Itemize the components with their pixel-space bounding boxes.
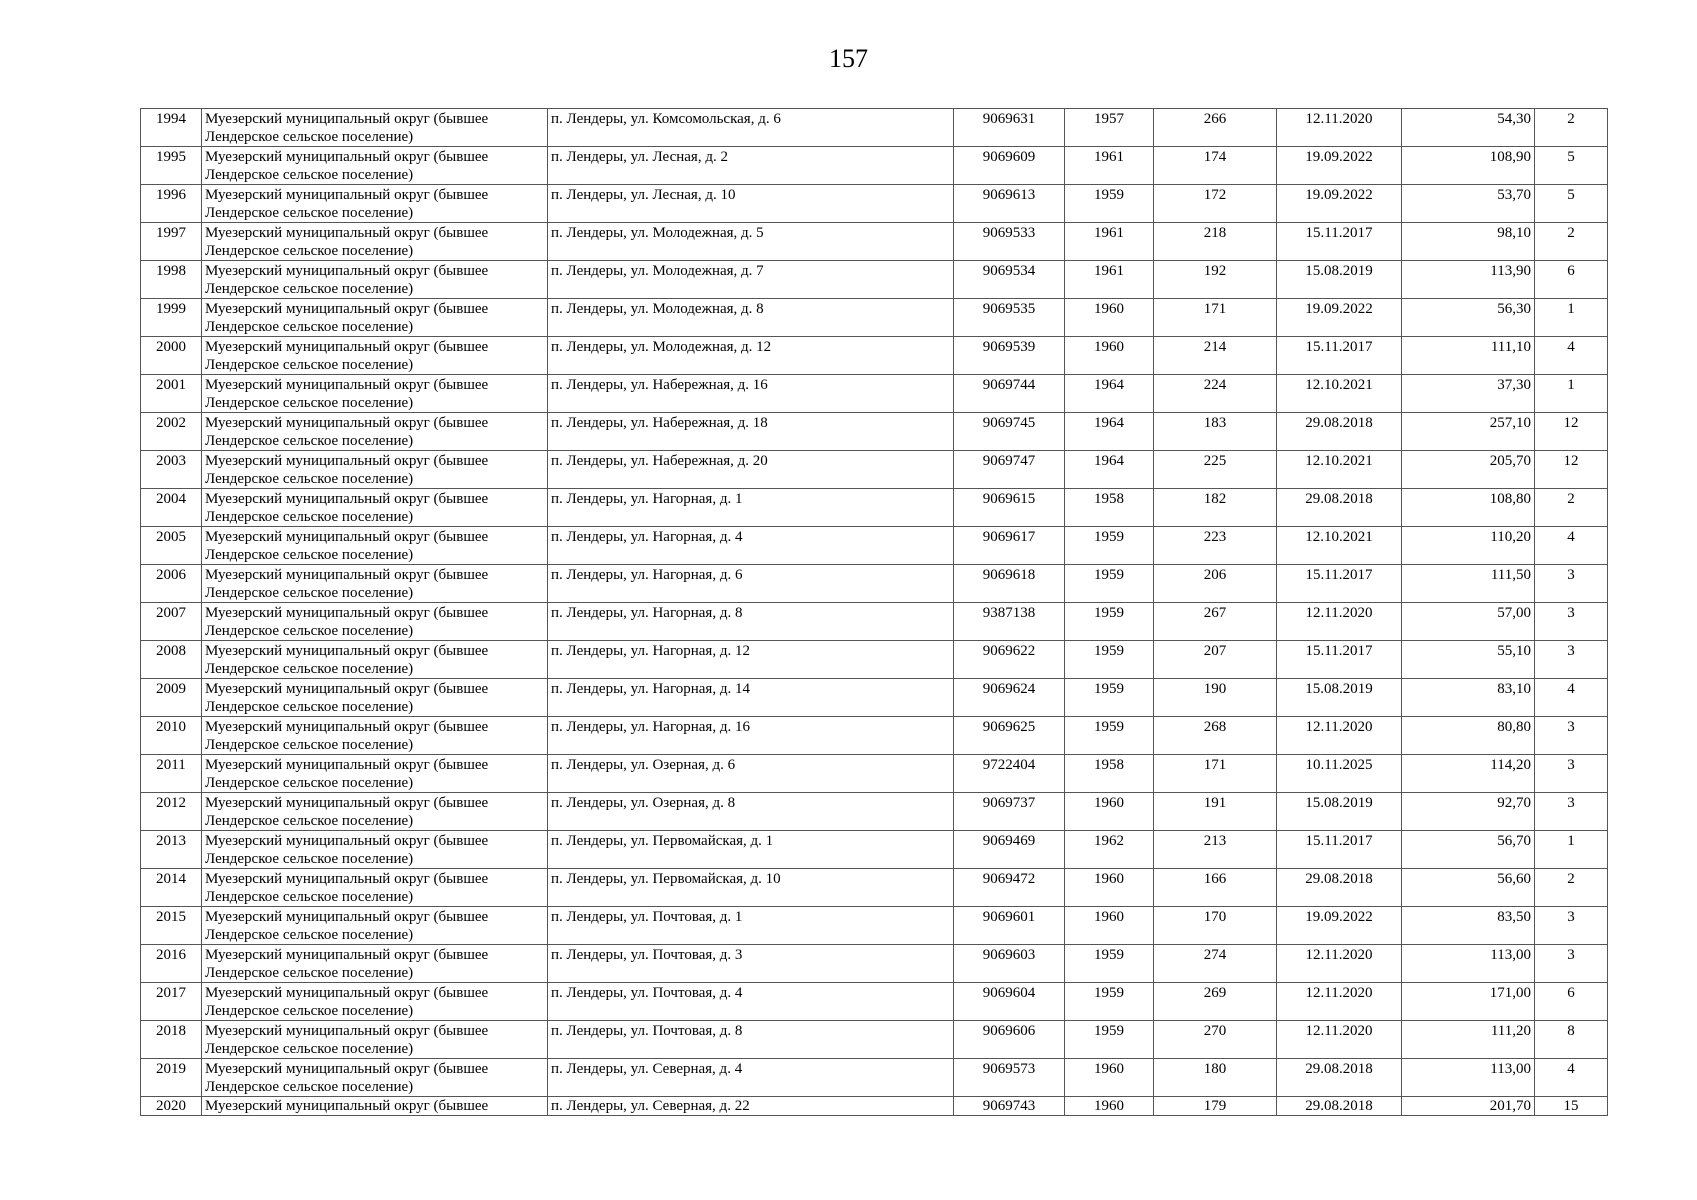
row-number-cell: 2015 [141, 907, 202, 945]
count-cell: 3 [1535, 945, 1608, 983]
table-row [141, 299, 1608, 337]
building-code-cell: 9069747 [954, 451, 1065, 489]
municipality-cell: Муезерский муниципальный округ (бывшее Лендерское сельское поселение) [202, 907, 548, 945]
building-code-cell: 9387138 [954, 603, 1065, 641]
date-cell: 12.11.2020 [1277, 945, 1402, 983]
record-id-cell: 270 [1154, 1021, 1277, 1059]
building-code-cell: 9069617 [954, 527, 1065, 565]
row-number-cell: 2008 [141, 641, 202, 679]
construction-year-cell: 1959 [1065, 1021, 1154, 1059]
construction-year-cell: 1960 [1065, 1097, 1154, 1116]
date-cell: 15.11.2017 [1277, 223, 1402, 261]
municipality-cell: Муезерский муниципальный округ (бывшее Лендерское сельское поселение) [202, 451, 548, 489]
construction-year-cell: 1959 [1065, 641, 1154, 679]
record-id-cell: 224 [1154, 375, 1277, 413]
date-cell: 19.09.2022 [1277, 147, 1402, 185]
municipality-cell: Муезерский муниципальный округ (бывшее Лендерское сельское поселение) [202, 641, 548, 679]
count-cell: 3 [1535, 603, 1608, 641]
date-cell: 15.11.2017 [1277, 831, 1402, 869]
date-cell: 12.11.2020 [1277, 603, 1402, 641]
address-cell: п. Лендеры, ул. Почтовая, д. 1 [548, 907, 954, 945]
area-cell: 205,70 [1402, 451, 1535, 489]
building-code-cell: 9069624 [954, 679, 1065, 717]
construction-year-cell: 1960 [1065, 869, 1154, 907]
record-id-cell: 180 [1154, 1059, 1277, 1097]
row-number-cell: 2007 [141, 603, 202, 641]
area-cell: 201,70 [1402, 1097, 1535, 1116]
municipality-cell: Муезерский муниципальный округ (бывшее Лендерское сельское поселение) [202, 717, 548, 755]
building-code-cell: 9069744 [954, 375, 1065, 413]
construction-year-cell: 1957 [1065, 109, 1154, 147]
area-cell: 83,10 [1402, 679, 1535, 717]
date-cell: 12.11.2020 [1277, 983, 1402, 1021]
count-cell: 4 [1535, 1059, 1608, 1097]
municipality-cell: Муезерский муниципальный округ (бывшее Лендерское сельское поселение) [202, 679, 548, 717]
record-id-cell: 166 [1154, 869, 1277, 907]
area-cell: 111,10 [1402, 337, 1535, 375]
record-id-cell: 268 [1154, 717, 1277, 755]
area-cell: 56,30 [1402, 299, 1535, 337]
date-cell: 29.08.2018 [1277, 869, 1402, 907]
area-cell: 113,90 [1402, 261, 1535, 299]
address-cell: п. Лендеры, ул. Набережная, д. 16 [548, 375, 954, 413]
address-cell: п. Лендеры, ул. Набережная, д. 20 [548, 451, 954, 489]
building-code-cell: 9069631 [954, 109, 1065, 147]
address-cell: п. Лендеры, ул. Молодежная, д. 5 [548, 223, 954, 261]
area-cell: 54,30 [1402, 109, 1535, 147]
record-id-cell: 213 [1154, 831, 1277, 869]
building-code-cell: 9069745 [954, 413, 1065, 451]
area-cell: 108,90 [1402, 147, 1535, 185]
address-cell: п. Лендеры, ул. Северная, д. 22 [548, 1097, 954, 1116]
construction-year-cell: 1961 [1065, 223, 1154, 261]
record-id-cell: 171 [1154, 299, 1277, 337]
municipality-cell: Муезерский муниципальный округ (бывшее Лендерское сельское поселение) [202, 375, 548, 413]
record-id-cell: 274 [1154, 945, 1277, 983]
table-row [141, 185, 1608, 223]
count-cell: 3 [1535, 641, 1608, 679]
address-cell: п. Лендеры, ул. Озерная, д. 6 [548, 755, 954, 793]
municipality-cell: Муезерский муниципальный округ (бывшее Лендерское сельское поселение) [202, 945, 548, 983]
date-cell: 15.11.2017 [1277, 337, 1402, 375]
address-cell: п. Лендеры, ул. Нагорная, д. 1 [548, 489, 954, 527]
building-code-cell: 9069539 [954, 337, 1065, 375]
construction-year-cell: 1959 [1065, 717, 1154, 755]
construction-year-cell: 1964 [1065, 375, 1154, 413]
area-cell: 113,00 [1402, 945, 1535, 983]
record-id-cell: 192 [1154, 261, 1277, 299]
address-cell: п. Лендеры, ул. Озерная, д. 8 [548, 793, 954, 831]
municipality-cell: Муезерский муниципальный округ (бывшее Лендерское сельское поселение) [202, 413, 548, 451]
count-cell: 4 [1535, 527, 1608, 565]
address-cell: п. Лендеры, ул. Набережная, д. 18 [548, 413, 954, 451]
table-row [141, 755, 1608, 793]
table-row [141, 109, 1608, 147]
count-cell: 3 [1535, 717, 1608, 755]
area-cell: 53,70 [1402, 185, 1535, 223]
area-cell: 56,70 [1402, 831, 1535, 869]
record-id-cell: 269 [1154, 983, 1277, 1021]
construction-year-cell: 1960 [1065, 793, 1154, 831]
date-cell: 29.08.2018 [1277, 1097, 1402, 1116]
address-cell: п. Лендеры, ул. Нагорная, д. 6 [548, 565, 954, 603]
building-code-cell: 9069625 [954, 717, 1065, 755]
row-number-cell: 2011 [141, 755, 202, 793]
area-cell: 257,10 [1402, 413, 1535, 451]
address-cell: п. Лендеры, ул. Нагорная, д. 8 [548, 603, 954, 641]
municipality-cell: Муезерский муниципальный округ (бывшее Лендерское сельское поселение) [202, 489, 548, 527]
construction-year-cell: 1961 [1065, 261, 1154, 299]
building-code-cell: 9069601 [954, 907, 1065, 945]
count-cell: 2 [1535, 109, 1608, 147]
table-row [141, 147, 1608, 185]
table-row [141, 413, 1608, 451]
municipality-cell: Муезерский муниципальный округ (бывшее Лендерское сельское поселение) [202, 109, 548, 147]
construction-year-cell: 1959 [1065, 983, 1154, 1021]
construction-year-cell: 1960 [1065, 299, 1154, 337]
table-row [141, 679, 1608, 717]
table-row [141, 869, 1608, 907]
date-cell: 10.11.2025 [1277, 755, 1402, 793]
count-cell: 4 [1535, 679, 1608, 717]
area-cell: 92,70 [1402, 793, 1535, 831]
count-cell: 2 [1535, 489, 1608, 527]
date-cell: 15.08.2019 [1277, 679, 1402, 717]
area-cell: 80,80 [1402, 717, 1535, 755]
row-number-cell: 2018 [141, 1021, 202, 1059]
count-cell: 5 [1535, 185, 1608, 223]
building-code-cell: 9069618 [954, 565, 1065, 603]
table-row [141, 641, 1608, 679]
table-row [141, 983, 1608, 1021]
row-number-cell: 2010 [141, 717, 202, 755]
construction-year-cell: 1962 [1065, 831, 1154, 869]
record-id-cell: 267 [1154, 603, 1277, 641]
record-id-cell: 190 [1154, 679, 1277, 717]
date-cell: 12.11.2020 [1277, 1021, 1402, 1059]
count-cell: 3 [1535, 793, 1608, 831]
construction-year-cell: 1961 [1065, 147, 1154, 185]
building-code-cell: 9069535 [954, 299, 1065, 337]
table-row [141, 717, 1608, 755]
record-id-cell: 174 [1154, 147, 1277, 185]
date-cell: 19.09.2022 [1277, 299, 1402, 337]
area-cell: 113,00 [1402, 1059, 1535, 1097]
row-number-cell: 2000 [141, 337, 202, 375]
date-cell: 15.11.2017 [1277, 641, 1402, 679]
municipality-cell: Муезерский муниципальный округ (бывшее Лендерское сельское поселение) [202, 261, 548, 299]
area-cell: 98,10 [1402, 223, 1535, 261]
record-id-cell: 214 [1154, 337, 1277, 375]
date-cell: 15.08.2019 [1277, 261, 1402, 299]
row-number-cell: 2009 [141, 679, 202, 717]
count-cell: 6 [1535, 261, 1608, 299]
building-code-cell: 9069615 [954, 489, 1065, 527]
address-cell: п. Лендеры, ул. Почтовая, д. 4 [548, 983, 954, 1021]
record-id-cell: 179 [1154, 1097, 1277, 1116]
record-id-cell: 266 [1154, 109, 1277, 147]
area-cell: 171,00 [1402, 983, 1535, 1021]
row-number-cell: 1994 [141, 109, 202, 147]
row-number-cell: 2014 [141, 869, 202, 907]
area-cell: 110,20 [1402, 527, 1535, 565]
building-code-cell: 9069604 [954, 983, 1065, 1021]
record-id-cell: 172 [1154, 185, 1277, 223]
table-row [141, 1021, 1608, 1059]
municipality-cell: Муезерский муниципальный округ (бывшее Лендерское сельское поселение) [202, 1021, 548, 1059]
count-cell: 2 [1535, 223, 1608, 261]
registry-table [140, 108, 1608, 1116]
count-cell: 3 [1535, 907, 1608, 945]
address-cell: п. Лендеры, ул. Почтовая, д. 8 [548, 1021, 954, 1059]
municipality-cell: Муезерский муниципальный округ (бывшее Лендерское сельское поселение) [202, 147, 548, 185]
page-number: 157 [829, 44, 868, 73]
area-cell: 55,10 [1402, 641, 1535, 679]
count-cell: 12 [1535, 451, 1608, 489]
area-cell: 111,50 [1402, 565, 1535, 603]
address-cell: п. Лендеры, ул. Нагорная, д. 12 [548, 641, 954, 679]
date-cell: 12.10.2021 [1277, 451, 1402, 489]
building-code-cell: 9069737 [954, 793, 1065, 831]
table-row [141, 223, 1608, 261]
municipality-cell: Муезерский муниципальный округ (бывшее [202, 1097, 548, 1116]
table-row [141, 1097, 1608, 1116]
table-row [141, 489, 1608, 527]
row-number-cell: 1996 [141, 185, 202, 223]
municipality-cell: Муезерский муниципальный округ (бывшее Лендерское сельское поселение) [202, 603, 548, 641]
date-cell: 19.09.2022 [1277, 907, 1402, 945]
area-cell: 108,80 [1402, 489, 1535, 527]
row-number-cell: 2013 [141, 831, 202, 869]
construction-year-cell: 1959 [1065, 527, 1154, 565]
row-number-cell: 1995 [141, 147, 202, 185]
address-cell: п. Лендеры, ул. Первомайская, д. 1 [548, 831, 954, 869]
construction-year-cell: 1959 [1065, 185, 1154, 223]
row-number-cell: 1999 [141, 299, 202, 337]
record-id-cell: 182 [1154, 489, 1277, 527]
building-code-cell: 9722404 [954, 755, 1065, 793]
construction-year-cell: 1959 [1065, 945, 1154, 983]
table-row [141, 375, 1608, 413]
table-row [141, 603, 1608, 641]
building-code-cell: 9069606 [954, 1021, 1065, 1059]
date-cell: 12.11.2020 [1277, 717, 1402, 755]
building-code-cell: 9069533 [954, 223, 1065, 261]
area-cell: 57,00 [1402, 603, 1535, 641]
municipality-cell: Муезерский муниципальный округ (бывшее Лендерское сельское поселение) [202, 527, 548, 565]
row-number-cell: 2020 [141, 1097, 202, 1116]
area-cell: 111,20 [1402, 1021, 1535, 1059]
row-number-cell: 2004 [141, 489, 202, 527]
record-id-cell: 183 [1154, 413, 1277, 451]
date-cell: 19.09.2022 [1277, 185, 1402, 223]
construction-year-cell: 1960 [1065, 337, 1154, 375]
address-cell: п. Лендеры, ул. Почтовая, д. 3 [548, 945, 954, 983]
municipality-cell: Муезерский муниципальный округ (бывшее Лендерское сельское поселение) [202, 223, 548, 261]
count-cell: 5 [1535, 147, 1608, 185]
address-cell: п. Лендеры, ул. Лесная, д. 2 [548, 147, 954, 185]
area-cell: 37,30 [1402, 375, 1535, 413]
registry-body [141, 109, 1608, 1116]
building-code-cell: 9069613 [954, 185, 1065, 223]
table-row [141, 831, 1608, 869]
count-cell: 8 [1535, 1021, 1608, 1059]
row-number-cell: 2003 [141, 451, 202, 489]
municipality-cell: Муезерский муниципальный округ (бывшее Лендерское сельское поселение) [202, 565, 548, 603]
record-id-cell: 191 [1154, 793, 1277, 831]
address-cell: п. Лендеры, ул. Нагорная, д. 4 [548, 527, 954, 565]
row-number-cell: 2006 [141, 565, 202, 603]
municipality-cell: Муезерский муниципальный округ (бывшее Лендерское сельское поселение) [202, 755, 548, 793]
construction-year-cell: 1959 [1065, 565, 1154, 603]
date-cell: 12.10.2021 [1277, 527, 1402, 565]
date-cell: 15.11.2017 [1277, 565, 1402, 603]
row-number-cell: 2002 [141, 413, 202, 451]
construction-year-cell: 1960 [1065, 1059, 1154, 1097]
count-cell: 3 [1535, 565, 1608, 603]
municipality-cell: Муезерский муниципальный округ (бывшее Лендерское сельское поселение) [202, 831, 548, 869]
table-row [141, 527, 1608, 565]
record-id-cell: 207 [1154, 641, 1277, 679]
row-number-cell: 2016 [141, 945, 202, 983]
row-number-cell: 2019 [141, 1059, 202, 1097]
municipality-cell: Муезерский муниципальный округ (бывшее Лендерское сельское поселение) [202, 299, 548, 337]
address-cell: п. Лендеры, ул. Нагорная, д. 16 [548, 717, 954, 755]
table-row [141, 945, 1608, 983]
municipality-cell: Муезерский муниципальный округ (бывшее Лендерское сельское поселение) [202, 793, 548, 831]
construction-year-cell: 1959 [1065, 679, 1154, 717]
date-cell: 29.08.2018 [1277, 489, 1402, 527]
address-cell: п. Лендеры, ул. Первомайская, д. 10 [548, 869, 954, 907]
building-code-cell: 9069609 [954, 147, 1065, 185]
table-row [141, 793, 1608, 831]
building-code-cell: 9069743 [954, 1097, 1065, 1116]
count-cell: 1 [1535, 375, 1608, 413]
building-code-cell: 9069622 [954, 641, 1065, 679]
area-cell: 83,50 [1402, 907, 1535, 945]
municipality-cell: Муезерский муниципальный округ (бывшее Лендерское сельское поселение) [202, 983, 548, 1021]
record-id-cell: 225 [1154, 451, 1277, 489]
municipality-cell: Муезерский муниципальный округ (бывшее Лендерское сельское поселение) [202, 1059, 548, 1097]
address-cell: п. Лендеры, ул. Молодежная, д. 12 [548, 337, 954, 375]
building-code-cell: 9069534 [954, 261, 1065, 299]
address-cell: п. Лендеры, ул. Нагорная, д. 14 [548, 679, 954, 717]
construction-year-cell: 1958 [1065, 489, 1154, 527]
building-code-cell: 9069573 [954, 1059, 1065, 1097]
address-cell: п. Лендеры, ул. Молодежная, д. 8 [548, 299, 954, 337]
construction-year-cell: 1958 [1065, 755, 1154, 793]
date-cell: 12.10.2021 [1277, 375, 1402, 413]
count-cell: 2 [1535, 869, 1608, 907]
construction-year-cell: 1959 [1065, 603, 1154, 641]
table-row [141, 451, 1608, 489]
address-cell: п. Лендеры, ул. Комсомольская, д. 6 [548, 109, 954, 147]
address-cell: п. Лендеры, ул. Лесная, д. 10 [548, 185, 954, 223]
date-cell: 29.08.2018 [1277, 1059, 1402, 1097]
count-cell: 3 [1535, 755, 1608, 793]
table-row [141, 337, 1608, 375]
address-cell: п. Лендеры, ул. Молодежная, д. 7 [548, 261, 954, 299]
building-code-cell: 9069469 [954, 831, 1065, 869]
building-code-cell: 9069603 [954, 945, 1065, 983]
municipality-cell: Муезерский муниципальный округ (бывшее Лендерское сельское поселение) [202, 185, 548, 223]
building-code-cell: 9069472 [954, 869, 1065, 907]
row-number-cell: 2012 [141, 793, 202, 831]
date-cell: 12.11.2020 [1277, 109, 1402, 147]
municipality-cell: Муезерский муниципальный округ (бывшее Лендерское сельское поселение) [202, 869, 548, 907]
row-number-cell: 2017 [141, 983, 202, 1021]
address-cell: п. Лендеры, ул. Северная, д. 4 [548, 1059, 954, 1097]
table-row [141, 907, 1608, 945]
record-id-cell: 206 [1154, 565, 1277, 603]
municipality-cell: Муезерский муниципальный округ (бывшее Лендерское сельское поселение) [202, 337, 548, 375]
table-row [141, 261, 1608, 299]
area-cell: 56,60 [1402, 869, 1535, 907]
date-cell: 15.08.2019 [1277, 793, 1402, 831]
construction-year-cell: 1964 [1065, 413, 1154, 451]
record-id-cell: 170 [1154, 907, 1277, 945]
date-cell: 29.08.2018 [1277, 413, 1402, 451]
row-number-cell: 2001 [141, 375, 202, 413]
count-cell: 1 [1535, 299, 1608, 337]
construction-year-cell: 1960 [1065, 907, 1154, 945]
table-row [141, 1059, 1608, 1097]
row-number-cell: 1997 [141, 223, 202, 261]
row-number-cell: 2005 [141, 527, 202, 565]
count-cell: 1 [1535, 831, 1608, 869]
construction-year-cell: 1964 [1065, 451, 1154, 489]
count-cell: 4 [1535, 337, 1608, 375]
record-id-cell: 171 [1154, 755, 1277, 793]
count-cell: 12 [1535, 413, 1608, 451]
table-row [141, 565, 1608, 603]
row-number-cell: 1998 [141, 261, 202, 299]
record-id-cell: 218 [1154, 223, 1277, 261]
area-cell: 114,20 [1402, 755, 1535, 793]
record-id-cell: 223 [1154, 527, 1277, 565]
count-cell: 15 [1535, 1097, 1608, 1116]
count-cell: 6 [1535, 983, 1608, 1021]
